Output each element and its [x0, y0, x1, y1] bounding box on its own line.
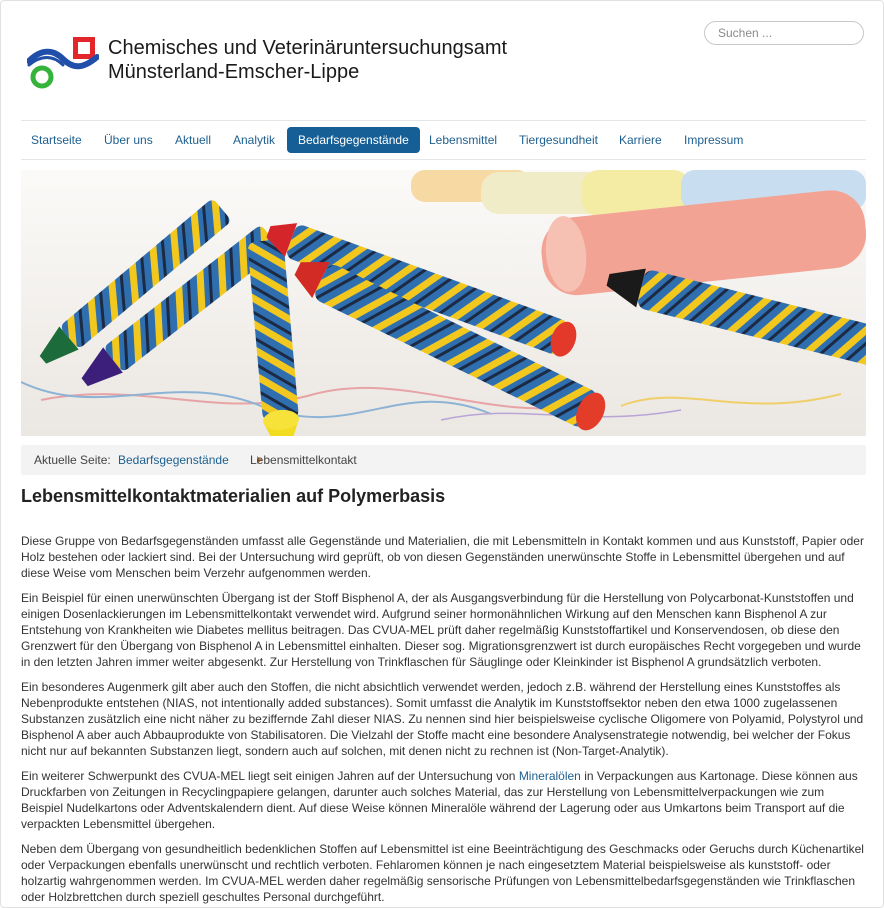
page-title: Lebensmittelkontaktmaterialien auf Polymerbasis [21, 486, 446, 506]
breadcrumb-current: Lebensmittelkontakt [250, 453, 357, 467]
paragraph: Ein Beispiel für einen unerwünschten Übergang ist der Stoff Bisphenol A, der als Ausgangsverbindung für die Herstellung von Polycarbonat-Kunststoffen und einigen Dosenlackierungen im Lebensmittelkontakt verwendet wird. Aufgrund seiner hormonähnlichen Wirkung auf den Menschen kann Bisphenol A zur Entstehung von Krankheiten wie Diabetes mellitus beitragen. Das CVUA-MEL prüft daher regelmäßig Kunststoffartikel und Konservendosen, ob diese den Grenzwert für den Übergang von Bisphenol A in Lebensmittel einhalten. Dieser sog. Migrationsgrenzwert ist durch europäisches Recht vorgegeben und wurde in den letzten Jahren immer weiter abgesenkt. Zur Herstellung von Trinkflaschen für Säuglinge oder Kleinkinder ist Bisphenol A grundsätzlich verboten. [21, 591, 861, 669]
nav-item-bedarfsgegenstaende[interactable]: Bedarfsgegenstände [287, 127, 420, 153]
mineraloele-link[interactable]: Mineralölen [518, 769, 581, 783]
paragraph-text: in Verpackungen aus Kartonage. Diese können aus Druckfarben von Zeitungen in Recyclingpapiere gelangen, darunter auch solches Material, das zur Herstellung von Lebensmittelverpackungen wie zum Beispiel Nudelkartons oder Adventskalendern dient. Auf diese Weise können Mineralöle während der Lagerung oder aus Umkartons beim Transport auf die verpackten Lebensmittel übergehen. [21, 769, 858, 831]
nav-item-impressum[interactable]: Impressum [684, 133, 744, 147]
site-title-line2: Münsterland-Emscher-Lippe [108, 61, 360, 83]
search-input[interactable] [704, 21, 864, 45]
breadcrumb-prefix: Aktuelle Seite: [34, 453, 111, 467]
article-body [21, 533, 866, 908]
main-nav [21, 120, 866, 160]
hero-image-crayons [21, 170, 866, 436]
site-title-line1: Chemisches und Veterinäruntersuchungsamt [108, 37, 508, 59]
breadcrumb [21, 445, 866, 475]
cvua-mel-logo-icon[interactable] [27, 35, 99, 93]
paragraph: Ein besonderes Augenmerk gilt aber auch den Stoffen, die nicht absichtlich verwendet werden, jedoch z.B. während der Herstellung eines Kunststoffes als Nebenprodukte entstehen (NIAS, not intentionally added substances). Somit umfasst die Analytik im Kunststoffsektor neben den etwa 1000 zugelassenen Substanzen zusätzlich eine nicht näher zu beziffernde Zahl dieser NIAS. Zu nennen sind hier beispielsweise cyclische Oligomere von Polyamid, Polystyrol und Bisphenol A aber auch Abbauprodukte von Stabilisatoren. Die Vielzahl der Stoffe macht eine besondere Analysenstrategie notwendig, bei welcher der Fokus nicht nur auf bekannten Substanzen liegt, sondern auch auf solchen, mit denen nicht zu rechnen ist (Non-Target-Analytik). [21, 680, 864, 758]
paragraph: Diese Gruppe von Bedarfsgegenständen umfasst alle Gegenstände und Materialien, die mit Lebensmitteln in Kontakt kommen und aus Kunststoff, Papier oder Holz bestehen oder lackiert sind. Bei der Untersuchung wird geprüft, ob von diesen Gegenständen unerwünschte Stoffe in Lebensmittel übergehen und auf diese Weise vom Menschen beim Verzehr aufgenommen werden. [21, 534, 864, 580]
breadcrumb-link-bedarfsgegenstaende[interactable]: Bedarfsgegenstände [118, 453, 229, 467]
nav-item-lebensmittel[interactable]: Lebensmittel [429, 133, 498, 147]
nav-item-aktuell[interactable]: Aktuell [175, 133, 212, 147]
nav-item-ueber-uns[interactable]: Über uns [104, 133, 153, 147]
nav-item-karriere[interactable]: Karriere [619, 133, 662, 147]
nav-item-analytik[interactable]: Analytik [233, 133, 276, 147]
nav-item-tiergesundheit[interactable]: Tiergesundheit [519, 133, 598, 147]
paragraph [21, 768, 866, 832]
paragraph: Neben dem Übergang von gesundheitlich bedenklichen Stoffen auf Lebensmittel ist eine Beeinträchtigung des Geschmacks oder Geruchs durch Küchenartikel oder Verpackungen ebenfalls unerwünscht und rechtlich verboten. Fehlaromen können je nach eingesetztem Material beispielsweise als kunststoff- oder holzartig wahrgenommen werden. Im CVUA-MEL werden daher regelmäßig sensorische Prüfungen von Lebensmittelbedarfsgegenständen wie Trinkflaschen oder Holzbrettchen durch speziell geschultes Personal durchgeführt. [21, 842, 864, 904]
site-title[interactable] [108, 36, 507, 84]
paragraph-text: Ein weiterer Schwerpunkt des CVUA-MEL liegt seit einigen Jahren auf der Untersuchung von [21, 769, 519, 783]
nav-item-startseite[interactable]: Startseite [31, 133, 82, 147]
